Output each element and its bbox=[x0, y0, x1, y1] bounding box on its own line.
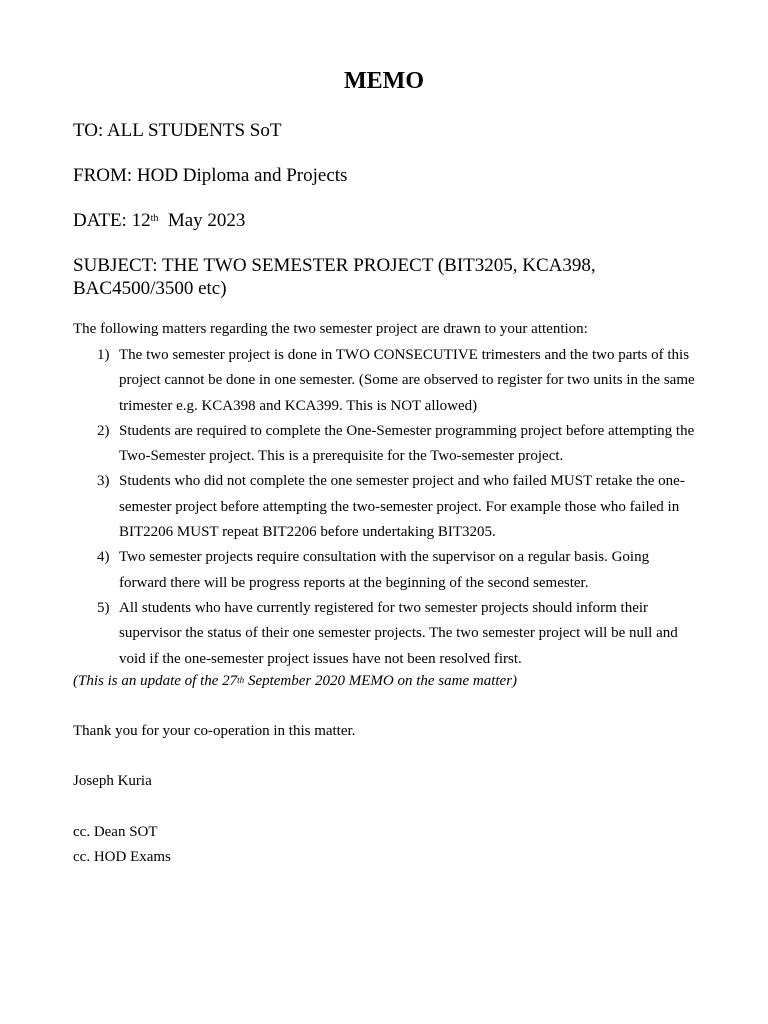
signature-name: Joseph Kuria bbox=[73, 773, 152, 789]
memo-to: TO: ALL STUDENTS SoT bbox=[73, 120, 282, 141]
memo-subject: SUBJECT: THE TWO SEMESTER PROJECT (BIT3205, KCA398, BAC4500/3500 etc) bbox=[73, 255, 596, 299]
list-item bbox=[73, 596, 698, 672]
matters-list bbox=[73, 343, 698, 672]
list-item-number: 2) bbox=[97, 422, 110, 439]
update-note-ordinal: th bbox=[237, 675, 245, 685]
memo-title: MEMO bbox=[344, 68, 424, 94]
list-item-text: All students who have currently registered for two semester projects should inform their supervisor the status of their one semester projects. The two semester project will be null and void if the one-semester project issues have not been resolved first. bbox=[119, 599, 678, 667]
memo-date-ordinal: th bbox=[150, 213, 159, 224]
list-item-text: Two semester projects require consultation with the supervisor on a regular basis. Going forward there will be progress reports at the beginning of the second semester. bbox=[119, 549, 650, 591]
cc-line-dean: cc. Dean SOT bbox=[73, 824, 158, 840]
list-item-number: 3) bbox=[97, 473, 110, 490]
list-item bbox=[73, 343, 698, 419]
list-item bbox=[73, 545, 698, 596]
update-note-prefix: (This is an update of the 27 bbox=[73, 673, 238, 689]
list-item-text: The two semester project is done in TWO CONSECUTIVE trimesters and the two parts of this project cannot be done in one semester. (Some are observed to register for two units in the same trimester e.g. KCA398 and KCA399. This is NOT allowed) bbox=[119, 347, 695, 414]
memo-date bbox=[73, 209, 245, 233]
list-item-number: 4) bbox=[97, 549, 110, 566]
update-note-suffix: September 2020 MEMO on the same matter) bbox=[244, 673, 518, 689]
list-item-text: Students who did not complete the one semester project and who failed MUST retake the one-semester project before attempting the two-semester project. For example those who failed in BIT2206 MUST repeat BIT2206 before undertaking BIT3205. bbox=[119, 473, 685, 541]
memo-date-suffix: May 2023 bbox=[167, 210, 246, 231]
cc-line-hod-exams: cc. HOD Exams bbox=[73, 849, 171, 865]
memo-from: FROM: HOD Diploma and Projects bbox=[73, 165, 348, 186]
list-item bbox=[73, 419, 698, 470]
list-item bbox=[73, 469, 698, 545]
list-item-number: 5) bbox=[97, 599, 110, 616]
thanks-paragraph: Thank you for your co-operation in this matter. bbox=[73, 723, 356, 739]
list-item-number: 1) bbox=[97, 347, 110, 363]
update-note bbox=[73, 671, 517, 691]
list-item-text: Students are required to complete the One-Semester programming project before attempting the Two-Semester project. This is a prerequisite for the Two-semester project. bbox=[119, 422, 695, 465]
memo-date-prefix: DATE: 12 bbox=[73, 210, 151, 231]
intro-paragraph: The following matters regarding the two semester project are drawn to your attention: bbox=[73, 321, 588, 337]
